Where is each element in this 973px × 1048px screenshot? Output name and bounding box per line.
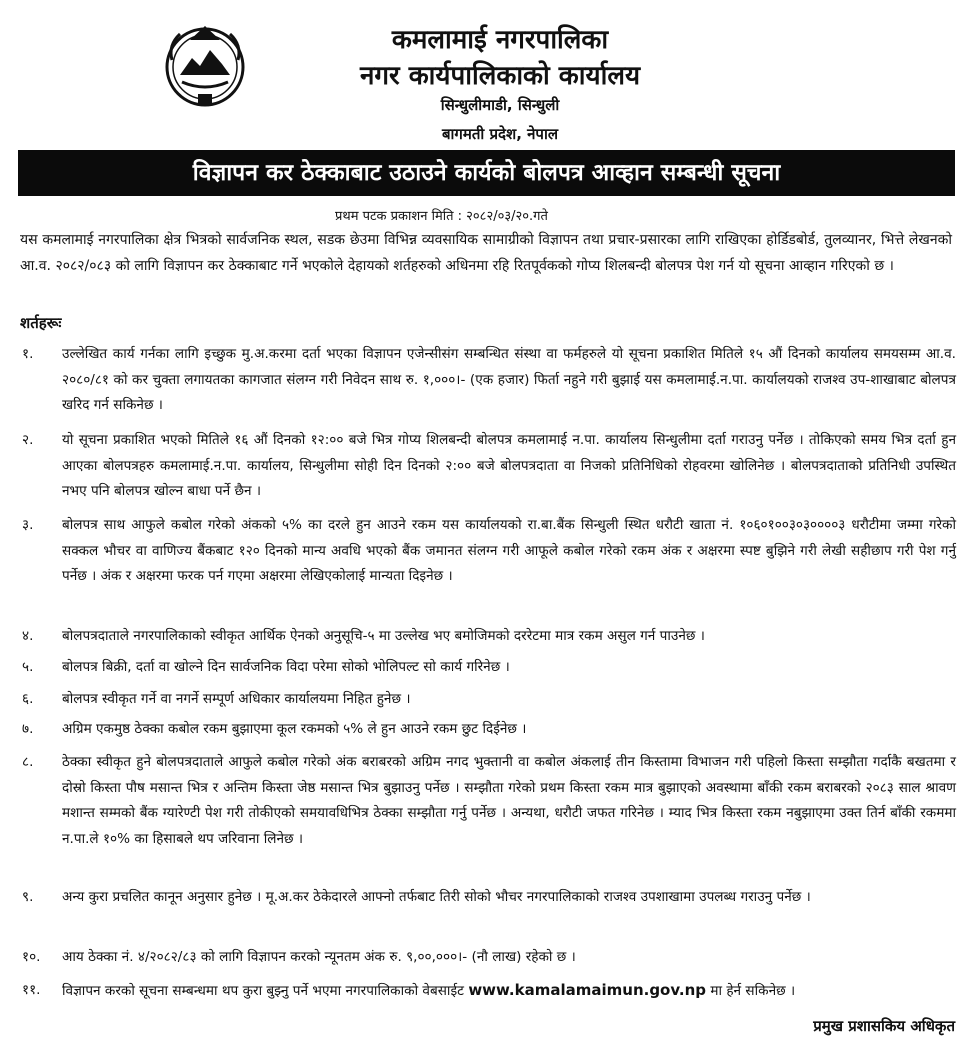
condition-text: बोलपत्रदाताले नगरपालिकाको स्वीकृत आर्थिक ऐनको अनुसूचि-५ मा उल्लेख भए बमोजिमको दररेटमा मात्र रकम असुल गर्न पाउनेछ ।: [62, 628, 705, 644]
condition-text-before-url: विज्ञापन करको सूचना सम्बन्धमा थप कुरा बुझ्नु पर्ने भएमा नगरपालिकाको वेबसाईट: [62, 983, 464, 999]
condition-number: २.: [22, 432, 34, 448]
condition-number: १०.: [22, 949, 41, 965]
condition-number: ४.: [22, 628, 34, 644]
publication-date: प्रथम पटक प्रकाशन मिति : २०८२/०३/२०.गते: [335, 209, 548, 224]
website-link[interactable]: www.kamalamaimun.gov.np: [468, 981, 707, 999]
office-name: नगर कार्यपालिकाको कार्यालय: [359, 61, 641, 91]
condition-text: अन्य कुरा प्रचलित कानून अनुसार हुनेछ । मू.अ.कर ठेकेदारले आफ्नो तर्फबाट तिरी सोको भौचर नगरपालिकाको राजश्व उपशाखामा उपलब्ध गराउनु पर्नेछ ।: [62, 889, 811, 905]
condition-number: १.: [22, 346, 34, 362]
condition-text: यो सूचना प्रकाशित भएको मितिले १६ औं दिनको १२:०० बजे भित्र गोप्य शिलबन्दी बोलपत्र कमलामाई न.पा. कार्यालय सिन्धुलीमा दर्ता गराउनु पर्नेछ । तोकिएको समय भित्र दर्ता हुन आएका बोलपत्रहरु कमलामाई.न.पा. कार्यालय, सिन्धुलीमा सोही दिन दिनको २:०० बजे बोलपत्रदाता वा निजको प्रतिनिधिको रोहवरमा खोलिनेछ । बोलपत्रदाताको प्रतिनिधी उपस्थित नभए पनि बोलपत्र खोल्न बाधा पर्ने छैन ।: [62, 432, 956, 499]
condition-number: ८.: [22, 754, 34, 770]
office-province: बागमती प्रदेश, नेपाल: [441, 125, 559, 143]
org-name: कमलामाई नगरपालिका: [391, 25, 609, 55]
condition-text: आय ठेक्का नं. ४/२०८२/८३ को लागि विज्ञापन करको न्यूनतम अंक रु. ९,००,०००।- (नौ लाख) रहेको छ ।: [62, 949, 576, 965]
condition-number: ६.: [22, 691, 34, 707]
intro-paragraph: यस कमलामाई नगरपालिका क्षेत्र भित्रको सार्वजनिक स्थल, सडक छेउमा विभिन्न व्यवसायिक सामाग्रीको विज्ञापन तथा प्रचार-प्रसारका लागि राखिएका होर्डिडबोर्ड, तुलव्यानर, भित्ते लेखनको आ.व. २०८२/०८३ को लागि विज्ञापन कर ठेक्काबाट गर्ने भएकोले देहायको शर्तहरुको अधिनमा रहि रितपूर्वकको गोप्य शिलबन्दी बोलपत्र पेश गर्न यो सूचना आव्हान गरिएको छ ।: [20, 232, 952, 274]
condition-text: [62, 978, 956, 1005]
nepal-government-emblem-icon: [160, 20, 250, 110]
conditions-title: शर्तहरूः: [20, 314, 62, 332]
condition-number: ७.: [22, 721, 34, 737]
condition-text: बोलपत्र बिक्री, दर्ता वा खोल्ने दिन सार्वजनिक विदा परेमा सोको भोलिपल्ट सो कार्य गरिनेछ ।: [62, 659, 510, 675]
condition-text-after-url: मा हेर्न सकिनेछ ।: [710, 983, 796, 999]
condition-text: बोलपत्र साथ आफुले कबोल गरेको अंकको ५% का दरले हुन आउने रकम यस कार्यालयको रा.बा.बैंक सिन्धुली स्थित धरौटी खाता नं. १०६०१००३०३००००३ धरौटीमा जम्मा गरेको सक्कल भौचर वा वाणिज्य बैंकबाट १२० दिनको मान्य अवधि भएको बैंक जमानत संलग्न गरी आफूले कबोल गरेको रकम अंक र अक्षरमा स्पष्ट बुझिने गरी लेखी सहीछाप गरी पेश गर्नु पर्नेछ । अंक र अक्षरमा फरक पर्न गएमा अक्षरमा लेखिएकोलाई मान्यता दिइनेछ ।: [62, 517, 956, 584]
condition-number: ५.: [22, 659, 34, 675]
condition-text: ठेक्का स्वीकृत हुने बोलपत्रदाताले आफुले कबोल गरेको अंक बराबरको अग्रिम नगद भुक्तानी वा कबोल अंकलाई तीन किस्तामा विभाजन गरी पहिलो किस्ता सम्झौता गर्दाकै बखतमा र दोस्रो किस्ता पौष मसान्त भित्र र अन्तिम किस्ता जेष्ठ मसान्त भित्र बुझाउनु पर्नेछ । सम्झौता गरेको प्रथम किस्ता रकम मात्र बुझाएको अवस्थामा बाँकी रकम बराबरको २०८३ साल श्रावण मशान्त सम्मको बैंक ग्यारेण्टी पेश गरी तोकीएको समयावधिभित्र ठेक्का सम्झौता गर्नु पर्नेछ । अन्यथा, धरौटी जफत गरिनेछ । म्याद भित्र किस्ता रकम नबुझाएमा उक्त तिर्न बाँकी रकममा न.पा.ले १०% का हिसाबले थप जरिवाना लिनेछ ।: [62, 754, 956, 847]
signature-title: प्रमुख प्रशासकिय अधिकृत: [813, 1017, 955, 1035]
notice-title: विज्ञापन कर ठेक्काबाट उठाउने कार्यको बोलपत्र आव्हान सम्बन्धी सूचना: [18, 150, 955, 196]
office-location: सिन्धुलीमाडी, सिन्धुली: [440, 96, 560, 114]
condition-text: बोलपत्र स्वीकृत गर्ने वा नगर्ने सम्पूर्ण अधिकार कार्यालयमा निहित हुनेछ ।: [62, 691, 411, 707]
condition-number: ११.: [22, 982, 41, 998]
condition-number: ३.: [22, 517, 34, 533]
condition-text: उल्लेखित कार्य गर्नका लागि इच्छुक मु.अ.करमा दर्ता भएका विज्ञापन एजेन्सीसंग सम्बन्धित संस्था वा फर्महरुले यो सूचना प्रकाशित मितिले १५ औं दिनको कार्यालय समयसम्म आ.व. २०८०/८१ को कर चुक्ता लगायतका कागजात संलग्न गरी निवेदन साथ रु. १,०००।- (एक हजार) फिर्ता नहुने गरी बुझाई यस कमलामाई.न.पा. कार्यालयको राजश्व उप-शाखाबाट बोलपत्र खरिद गर्न सकिनेछ ।: [62, 346, 956, 413]
condition-text: अग्रिम एकमुष्ठ ठेक्का कबोल रकम बुझाएमा कूल रकमको ५% ले हुन आउने रकम छुट दिईनेछ ।: [62, 721, 527, 737]
condition-number: ९.: [22, 889, 34, 905]
